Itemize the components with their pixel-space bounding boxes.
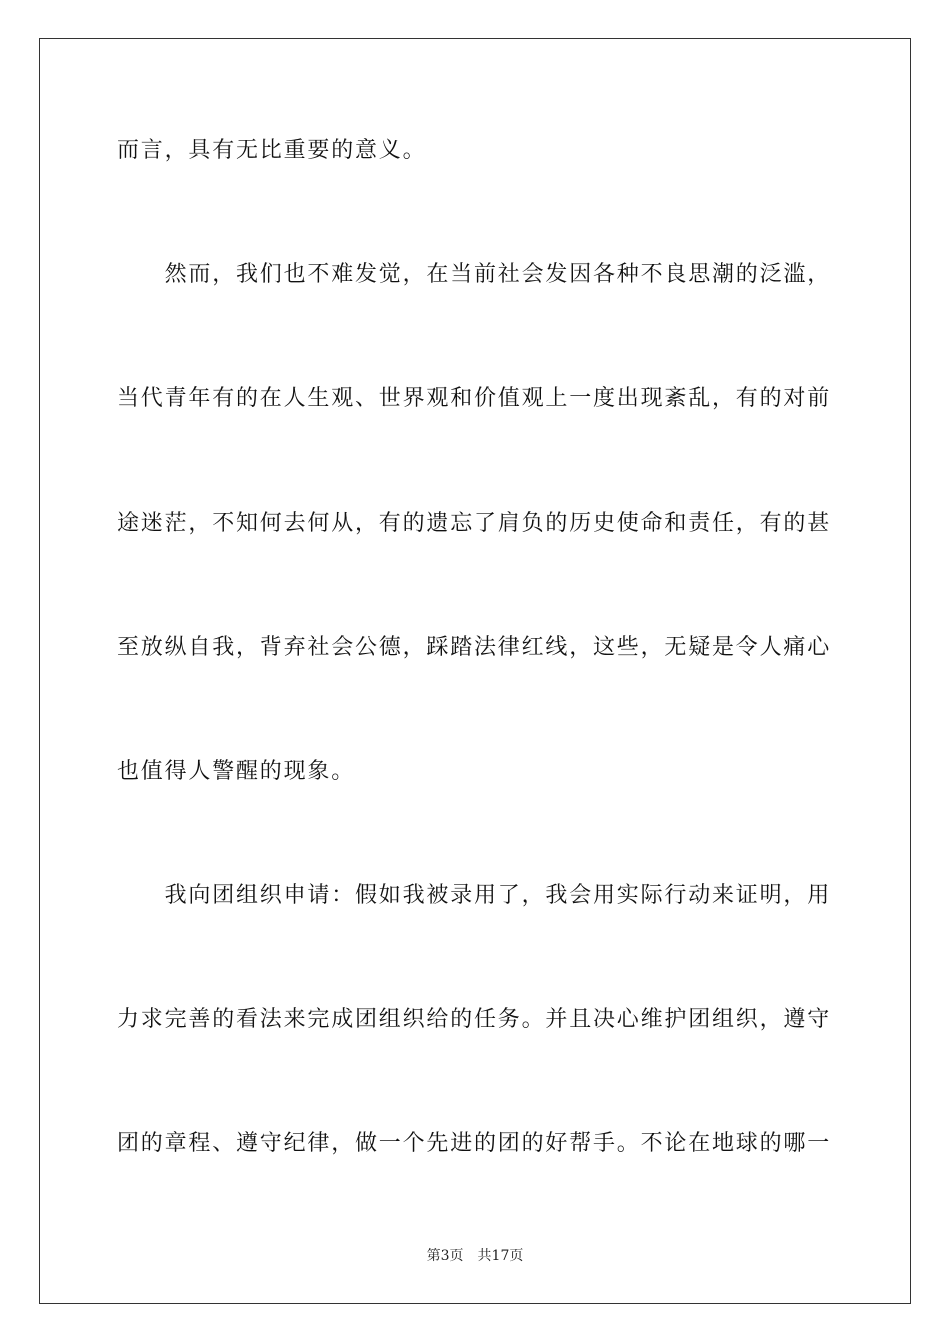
text-line: 团的章程、遵守纪律，做一个先进的团的好帮手。不论在地球的哪一	[117, 1131, 832, 1156]
page-footer	[0, 1246, 950, 1266]
text-line: 也值得人警醒的现象。	[117, 759, 356, 784]
page-total: 共17页	[477, 1248, 524, 1264]
text-line: 当代青年有的在人生观、世界观和价值观上一度出现紊乱，有的对前	[117, 386, 832, 411]
text-line: 而言，具有无比重要的意义。	[117, 138, 427, 163]
text-line: 然而，我们也不难发觉，在当前社会发因各种不良思潮的泛滥，	[117, 262, 832, 287]
text-line: 我向团组织申请：假如我被录用了，我会用实际行动来证明，用	[117, 883, 832, 908]
text-line: 途迷茫，不知何去何从，有的遗忘了肩负的历史使命和责任，有的甚	[117, 511, 832, 536]
text-line: 至放纵自我，背弃社会公德，踩踏法律红线，这些，无疑是令人痛心	[117, 635, 832, 660]
text-line: 力求完善的看法来完成团组织给的任务。并且决心维护团组织，遵守	[117, 1007, 832, 1032]
page-number: 第3页	[426, 1248, 464, 1264]
page-border	[39, 38, 911, 1304]
